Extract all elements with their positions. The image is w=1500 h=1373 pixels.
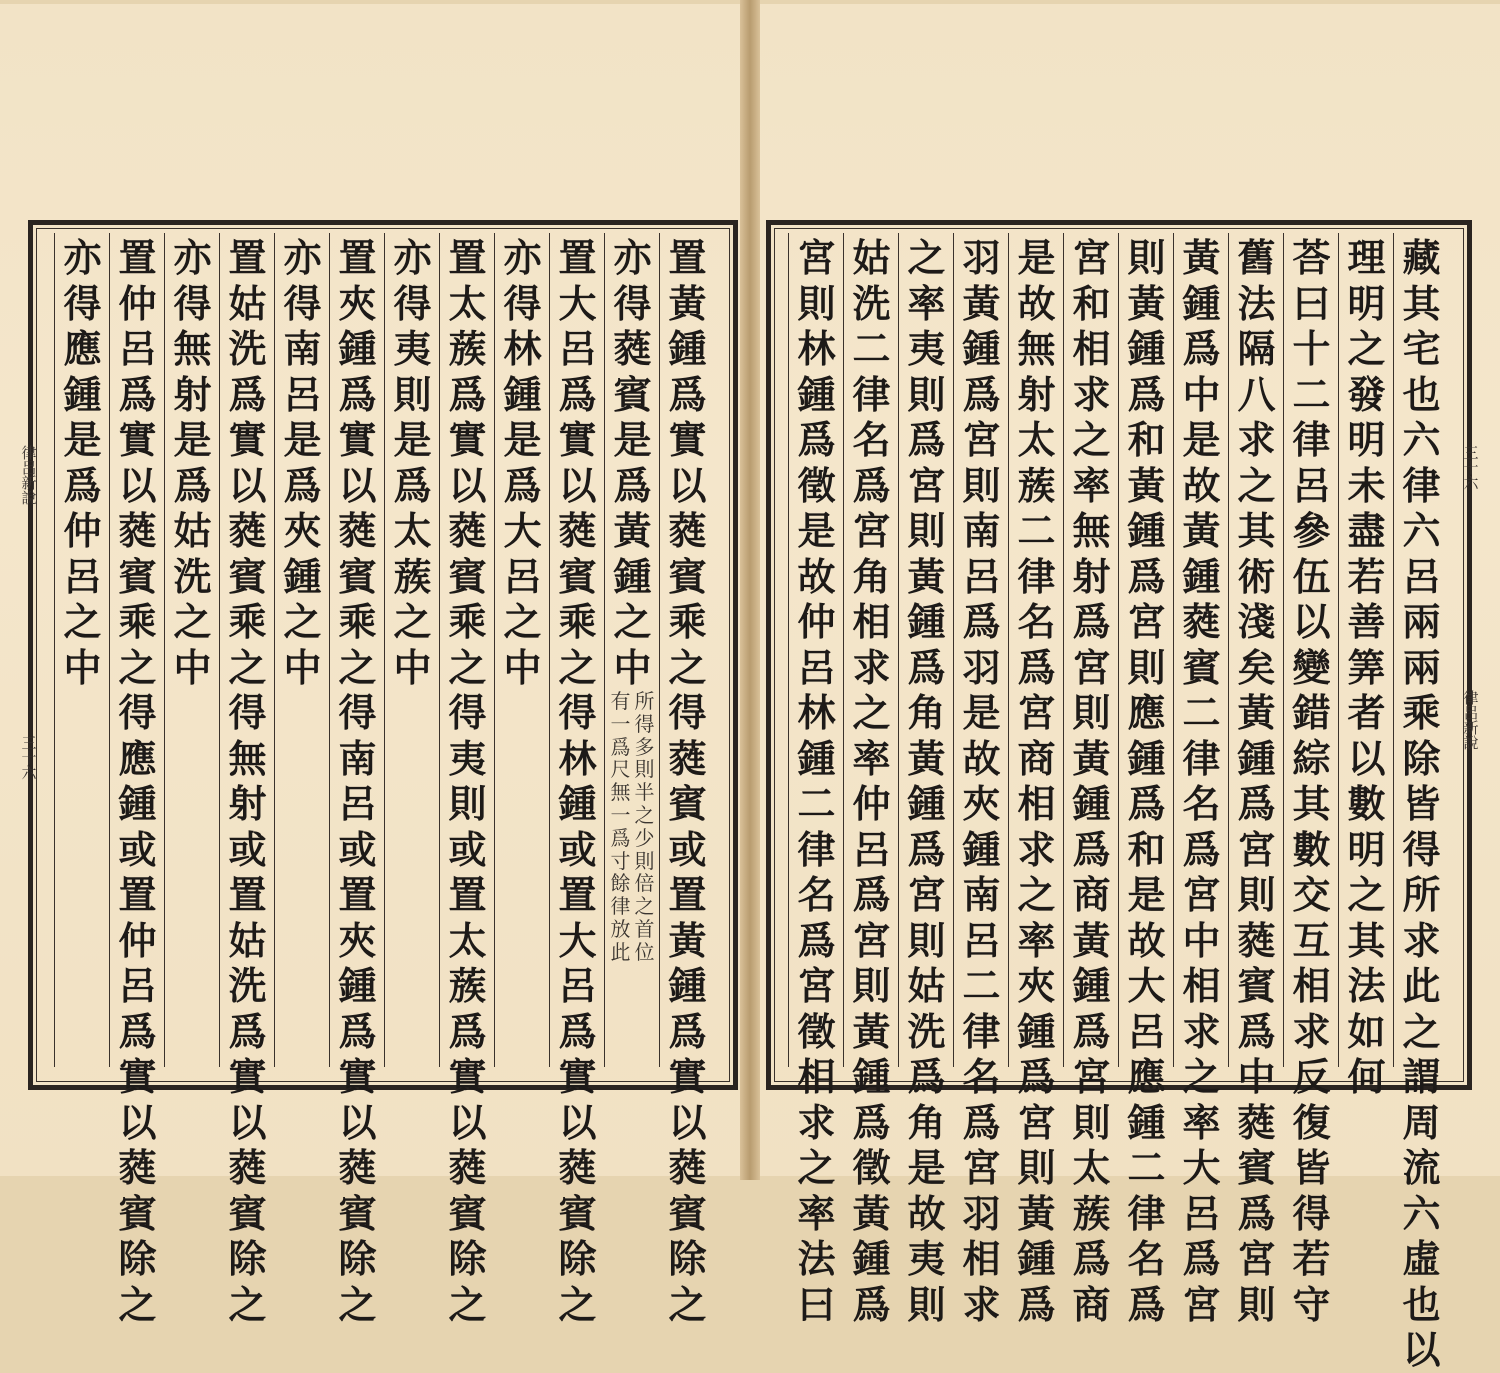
book-gutter [740,0,760,1180]
text-column: 羽 黃 鍾 爲 宮 則 南 呂 爲 羽 是 故 夾 鍾 南 呂 二 律 名 爲 宮 羽 相 求 [962,235,1001,1327]
text-column: 置 太 蔟 爲 實 以 蕤 賓 乘 之 得 夷 則 或 置 太 蔟 爲 實 以 蕤 賓 除 之 [448,235,487,1327]
text-column: 荅 曰 十 二 律 呂 參 伍 以 變 錯 綜 其 數 交 互 相 求 反 復 皆 得 若 守 [1292,235,1331,1327]
right-banxin-title: 律呂新說 [1461,690,1480,750]
right-page-frame [766,220,1480,1372]
note-right-column: 所 得 多 則 半 之 少 則 倍 之 首 位 [634,689,655,964]
column-rule [788,233,789,1067]
text-column: 理 明 之 發 明 未 盡 若 善 筭 者 以 數 明 之 其 法 如 何 [1347,235,1386,1099]
note-left-column: 有 一 爲 尺 無 一 爲 寸 餘 律 放 此 [610,689,631,964]
text-column: 置 仲 呂 爲 實 以 蕤 賓 乘 之 得 應 鍾 或 置 仲 呂 爲 實 以 蕤 賓 除 之 [118,235,157,1327]
text-column: 置 姑 洗 爲 實 以 蕤 賓 乘 之 得 無 射 或 置 姑 洗 爲 實 以 蕤 賓 除 之 [228,235,267,1327]
text-column: 是 故 無 射 太 蔟 二 律 名 爲 宮 商 相 求 之 率 夾 鍾 爲 宮 則 黃 鍾 爲 [1017,235,1056,1327]
left-page-frame [19,220,738,1327]
text-column: 亦 得 應 鍾 是 爲 仲 呂 之 中 [63,235,102,690]
text-column: 之 率 夷 則 爲 宮 則 黃 鍾 爲 角 黃 鍾 爲 宮 則 姑 洗 爲 角 是 故 夷 則 [907,235,946,1327]
left-banxin-folio: 三十六 [19,735,38,780]
text-column: 置 黃 鍾 爲 實 以 蕤 賓 乘 之 得 蕤 賓 或 置 黃 鍾 爲 實 以 蕤 賓 除 之 [668,235,707,1327]
text-column: 亦 得 夷 則 是 爲 太 蔟 之 中 [393,235,432,690]
left-banxin [21,225,37,1085]
right-banxin-folio: 三十六 [1461,445,1480,490]
text-column: 亦 得 蕤 賓 是 爲 黃 鍾 之 中 所 得 多 則 半 之 少 則 倍 之 首 位 有 一 爲 尺 無 一 爲 寸 餘 律 放 此 [610,235,655,964]
text-column: 宮 和 相 求 之 率 無 射 爲 宮 則 黃 鍾 爲 商 黃 鍾 爲 宮 則 太 蔟 爲 商 [1072,235,1111,1327]
left-banxin-title: 律呂新說 [19,445,38,505]
text-column: 則 黃 鍾 爲 和 黃 鍾 爲 宮 則 應 鍾 爲 和 是 故 大 呂 應 鍾 二 律 名 爲 [1127,235,1166,1327]
text-column: 置 大 呂 爲 實 以 蕤 賓 乘 之 得 林 鍾 或 置 大 呂 爲 實 以 蕤 賓 除 之 [558,235,597,1327]
text-column: 姑 洗 二 律 名 爲 宮 角 相 求 之 率 仲 呂 爲 宮 則 黃 鍾 爲 徵 黃 鍾 爲 [852,235,891,1327]
text-column: 亦 得 林 鍾 是 爲 大 呂 之 中 [503,235,542,690]
text-column: 宮 則 林 鍾 爲 徵 是 故 仲 呂 林 鍾 二 律 名 爲 宮 徵 相 求 之 率 法 曰 [797,235,836,1327]
text-column: 舊 法 隔 八 求 之 其 術 淺 矣 黃 鍾 爲 宮 則 蕤 賓 爲 中 蕤 賓 爲 宮 則 [1237,235,1276,1327]
column-rule [54,233,55,1067]
text-column: 置 夾 鍾 爲 實 以 蕤 賓 乘 之 得 南 呂 或 置 夾 鍾 爲 實 以 蕤 賓 除 之 [338,235,377,1327]
text-column: 藏 其 宅 也 六 律 六 呂 兩 兩 乘 除 皆 得 所 求 此 之 謂 周 流 六 虛 也 以 [1402,235,1441,1372]
annotation-note [609,690,657,964]
text-column: 亦 得 無 射 是 爲 姑 洗 之 中 [173,235,212,690]
text-column: 黃 鍾 爲 中 是 故 黃 鍾 蕤 賓 二 律 名 爲 宮 中 相 求 之 率 大 呂 爲 宮 [1182,235,1221,1327]
right-banxin [1463,225,1479,1085]
text-column: 亦 得 南 呂 是 爲 夾 鍾 之 中 [283,235,322,690]
